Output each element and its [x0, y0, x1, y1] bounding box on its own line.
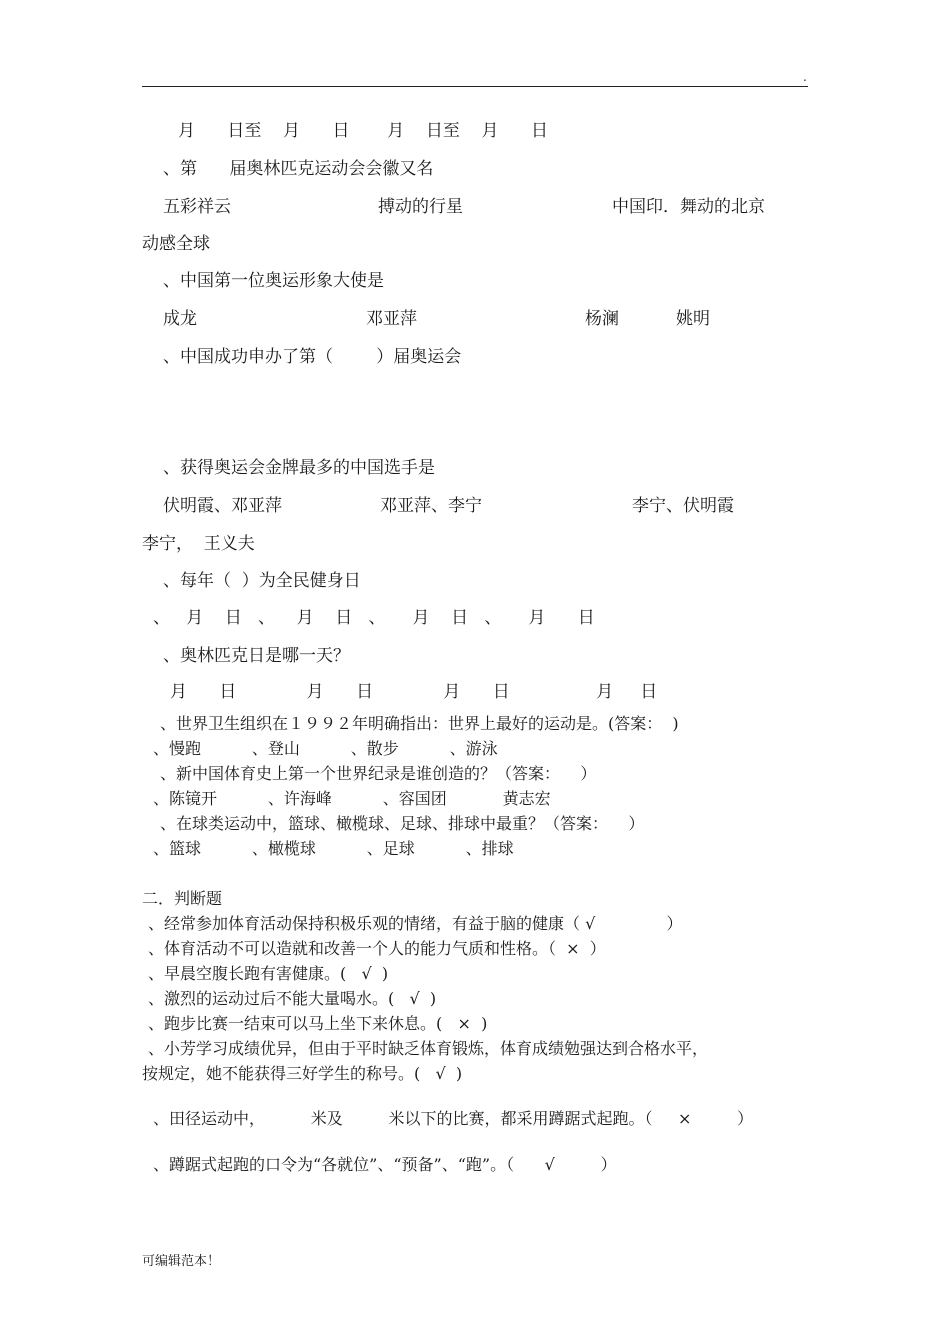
option-b: 搏动的行星 — [378, 197, 463, 217]
best-exercise-options: 、慢跑 、登山 、散步 、游泳 — [153, 739, 498, 758]
tf-item-6: 、小芳学习成绩优异，但由于平时缺乏体育锻炼，体育成绩勉强达到合格水平， — [148, 1039, 709, 1058]
option-a: 伏明霞、邓亚萍 — [163, 496, 282, 516]
section-true-false-heading: 二．判断题 — [142, 889, 223, 908]
tf-item-4: 、激烈的运动过后不能大量喝水。( √ ) — [148, 989, 437, 1008]
header-rule — [142, 86, 808, 87]
dates-line: 月 日至 月 日 月 日至 月 日 — [178, 121, 548, 141]
option-d: 李宁， 王义夫 — [142, 534, 255, 554]
option-c: 李宁、伏明霞 — [632, 496, 734, 516]
footer-note: 可编辑范本！ — [142, 1254, 221, 1269]
header-mark: . — [803, 70, 807, 84]
option-b: 邓亚萍 — [366, 309, 417, 329]
option-a: 五彩祥云 — [163, 197, 231, 217]
question-fitness-day: 、每年（ ）为全民健身日 — [163, 571, 361, 591]
option-a: 成龙 — [163, 309, 197, 329]
heaviest-ball-options: 、篮球 、橄榄球 、足球 、排球 — [153, 839, 514, 858]
option-c: 中国印．舞动的北京 — [612, 197, 765, 217]
option-b: 邓亚萍、李宁 — [380, 496, 482, 516]
tf-item-1: 、经常参加体育活动保持积极乐观的情绪，有益于脑的健康（ √ ） — [148, 914, 683, 933]
tf-item-2: 、体育活动不可以造就和改善一个人的能力气质和性格。（ × ） — [148, 939, 606, 958]
olympic-day-options: 月 日 月 日 月 日 月 日 — [170, 682, 658, 702]
question-best-exercise: 、世界卫生组织在１９９２年明确指出：世界上最好的运动是。(答案： ) — [160, 714, 679, 733]
fitness-day-options: 、 月 日 、 月 日 、 月 日 、 月 日 — [153, 608, 595, 628]
tf-item-5: 、跑步比赛一结束可以马上坐下来休息。( × ) — [148, 1014, 488, 1033]
option-d: 动感全球 — [142, 234, 210, 254]
question-gold-medals: 、获得奥运会金牌最多的中国选手是 — [163, 458, 435, 478]
question-olympic-emblem: 、第 届奥林匹克运动会会徽又名 — [163, 159, 434, 179]
question-heaviest-ball: 、在球类运动中，篮球、橄榄球、足球、排球中最重？（答案： ） — [160, 814, 645, 833]
question-host: 、中国成功申办了第（ ）届奥运会 — [163, 347, 462, 367]
tf-item-7: 、田径运动中， 米及 米以下的比赛，都采用蹲踞式起跑。（ × ） — [153, 1109, 754, 1128]
world-record-options: 、陈镜开 、许海峰 、容国团 黄志宏 — [153, 789, 551, 808]
question-ambassador: 、中国第一位奥运形象大使是 — [163, 271, 384, 291]
option-c: 杨澜 — [585, 309, 619, 329]
option-d: 姚明 — [676, 309, 710, 329]
tf-item-8: 、蹲踞式起跑的口令为“各就位”、“预备”、“跑”。（ √ ） — [153, 1155, 617, 1174]
tf-item-3: 、早晨空腹长跑有害健康。( √ ) — [148, 964, 389, 983]
tf-item-6-continued: 按规定，她不能获得三好学生的称号。( √ ) — [142, 1064, 463, 1083]
question-olympic-day: 、奥林匹克日是哪一天？ — [163, 646, 350, 666]
question-world-record: 、新中国体育史上第一个世界纪录是谁创造的？（答案： ） — [160, 764, 597, 783]
